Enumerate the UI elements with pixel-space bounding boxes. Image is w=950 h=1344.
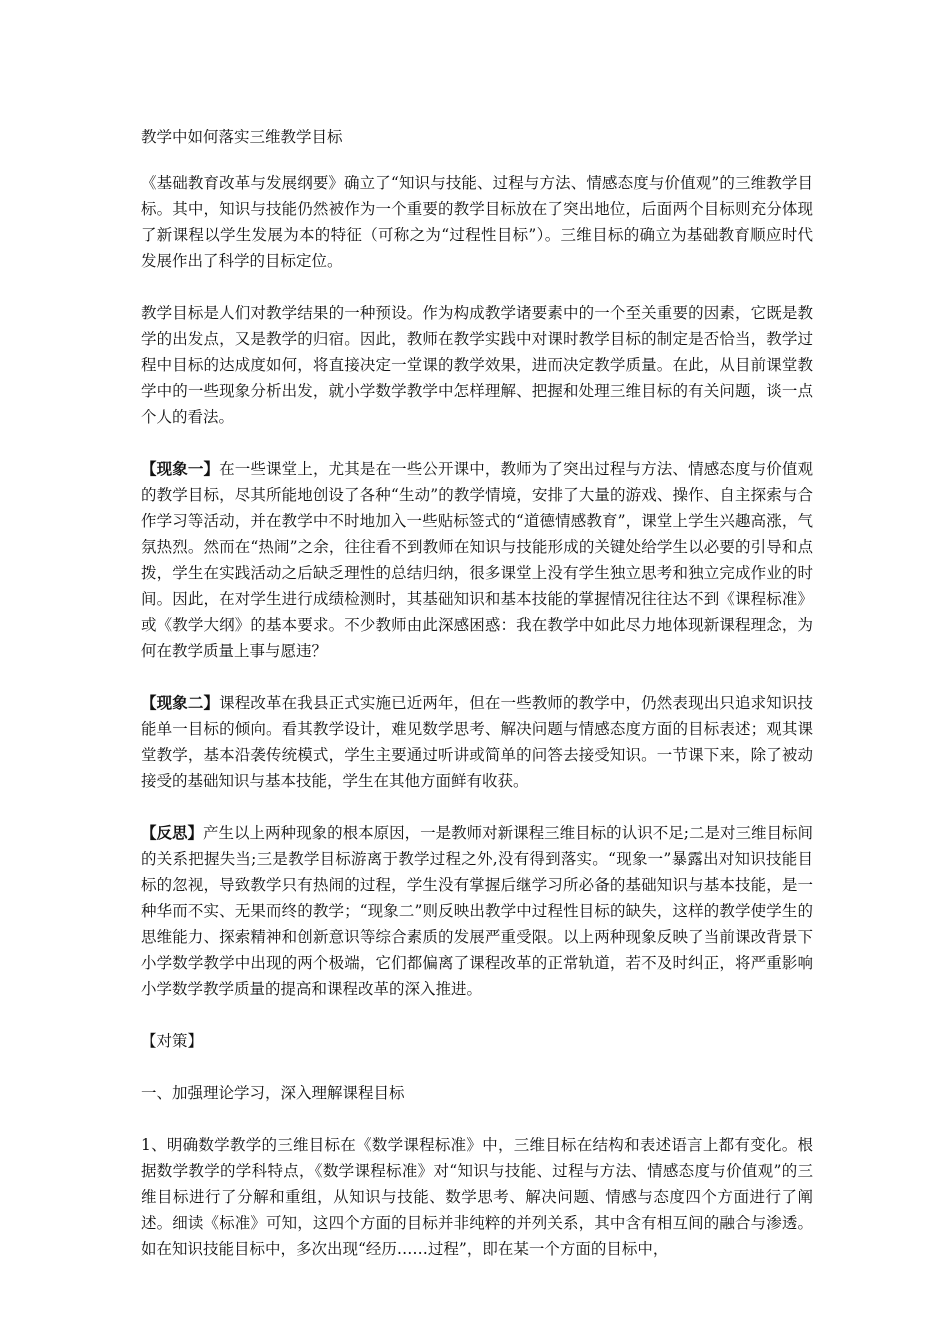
- document-body: [141, 124, 813, 1262]
- countermeasures-heading: 【对策】: [141, 1032, 204, 1050]
- section-one-paragraph-1: 1、明确数学教学的三维目标在《数学课程标准》中，三维目标在结构和表述语言上都有变化。根据数学教学的学科特点，《数学课程标准》对“知识与技能、过程与方法、情感态度与价值观”的三维目标进行了分解和重组，从知识与技能、数学思考、解决问题、情感与态度四个方面进行了阐述。细读《标准》可知，这四个方面的目标并非纯粹的并列关系，其中含有相互间的融合与渗透。如在知识技能目标中，多次出现“经历……过程”，即在某一个方面的目标中，: [141, 1136, 813, 1258]
- document-title: 教学中如何落实三维教学目标: [141, 128, 343, 146]
- phenomenon-two-text: 课程改革在我县正式实施已近两年，但在一些教师的教学中，仍然表现出只追求知识技能单一目标的倾向。看其教学设计，难见数学思考、解决问题与情感态度方面的目标表述；观其课堂教学，基本沿袭传统模式，学生主要通过听讲或简单的问答去接受知识。一节课下来，除了被动接受的基础知识与基本技能，学生在其他方面鲜有收获。: [141, 694, 813, 790]
- reflection-text: 产生以上两种现象的根本原因，一是教师对新课程三维目标的认识不足;二是对三维目标间的关系把握失当;三是教学目标游离于教学过程之外,没有得到落实。“现象一”暴露出对知识技能目标的忽视，导致教学只有热闹的过程，学生没有掌握后继学习所必备的基础知识与基本技能，是一种华而不实、无果而终的教学；“现象二”则反映出教学中过程性目标的缺失，这样的教学使学生的思维能力、探索精神和创新意识等综合素质的发展严重受限。以上两种现象反映了当前课改背景下小学数学教学中出现的两个极端，它们都偏离了课程改革的正常轨道，若不及时纠正，将严重影响小学数学教学质量的提高和课程改革的深入推进。: [141, 824, 813, 998]
- intro-paragraph-2: 教学目标是人们对教学结果的一种预设。作为构成教学诸要素中的一个至关重要的因素，它既是教学的出发点，又是教学的归宿。因此，教师在教学实践中对课时教学目标的制定是否恰当，教学过程中目标的达成度如何，将直接决定一堂课的教学效果，进而决定教学质量。在此，从目前课堂教学中的一些现象分析出发，就小学数学教学中怎样理解、把握和处理三维目标的有关问题，谈一点个人的看法。: [141, 304, 813, 426]
- section-one-heading: 一、加强理论学习，深入理解课程目标: [141, 1084, 405, 1102]
- intro-paragraph-1: 《基础教育改革与发展纲要》确立了“知识与技能、过程与方法、情感态度与价值观”的三维教学目标。其中，知识与技能仍然被作为一个重要的教学目标放在了突出地位，后面两个目标则充分体现了新课程以学生发展为本的特征（可称之为“过程性目标”）。三维目标的确立为基础教育顺应时代发展作出了科学的目标定位。: [141, 174, 813, 270]
- reflection-paragraph: [141, 820, 813, 1002]
- reflection-label: 【反思】: [141, 823, 204, 842]
- phenomenon-one-text: 在一些课堂上，尤其是在一些公开课中，教师为了突出过程与方法、情感态度与价值观的教学目标，尽其所能地创设了各种“生动”的教学情境，安排了大量的游戏、操作、自主探索与合作学习等活动，并在教学中不时地加入一些贴标签式的“道德情感教育”，课堂上学生兴趣高涨，气氛热烈。然而在“热闹”之余，往往看不到教师在知识与技能形成的关键处给学生以必要的引导和点拨，学生在实践活动之后缺乏理性的总结归纳，很多课堂上没有学生独立思考和独立完成作业的时间。因此，在对学生进行成绩检测时，其基础知识和基本技能的掌握情况往往达不到《课程标准》或《教学大纲》的基本要求。不少教师由此深感困惑：我在教学中如此尽力地体现新课程理念，为何在教学质量上事与愿违？: [141, 460, 813, 660]
- phenomenon-two-label: 【现象二】: [141, 693, 220, 712]
- phenomenon-one-label: 【现象一】: [141, 459, 220, 478]
- phenomenon-one-paragraph: [141, 456, 813, 664]
- phenomenon-two-paragraph: [141, 690, 813, 794]
